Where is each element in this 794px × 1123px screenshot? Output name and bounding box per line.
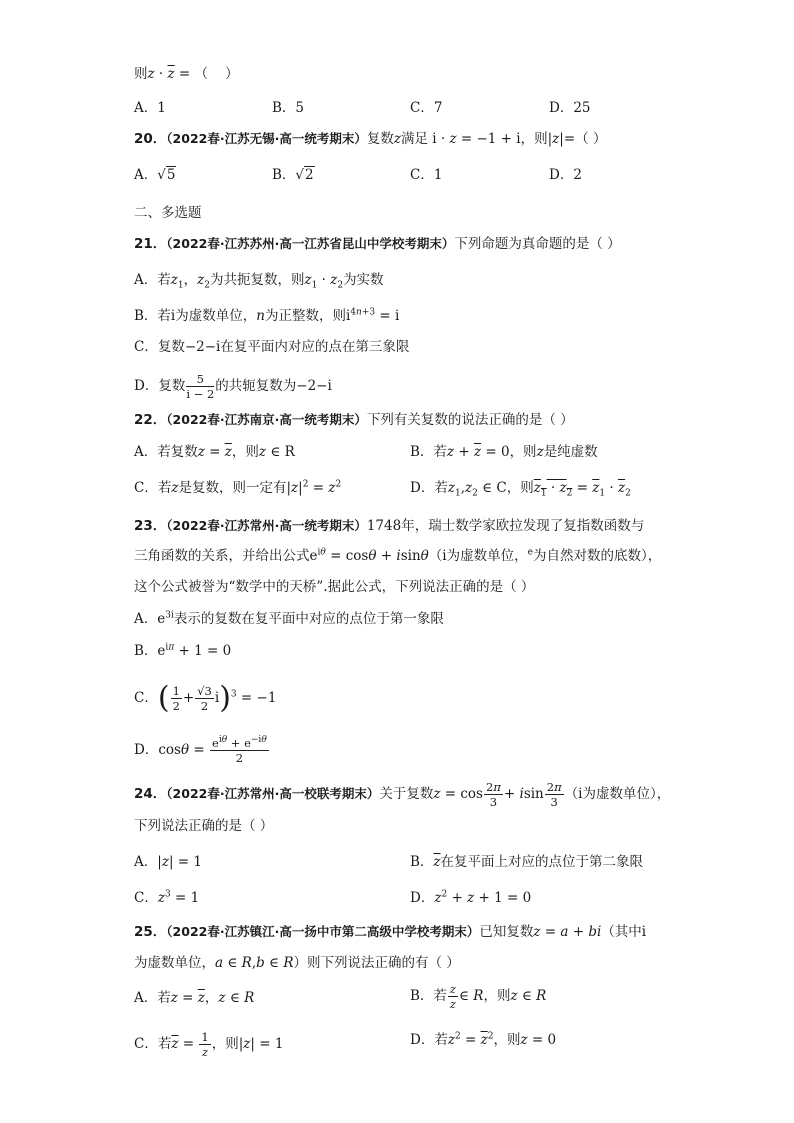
q24-option-b: B．$\overline{z}$在复平面上对应的点位于第二象限 xyxy=(410,854,644,870)
option-label: C． xyxy=(134,690,158,706)
q24-option-a: A．|z| = 1 xyxy=(134,854,202,870)
option-text: 是纯虚数 xyxy=(543,444,598,460)
q22-stem xyxy=(134,410,574,430)
q23-stem-line1 xyxy=(134,516,644,536)
option-label: D． xyxy=(134,742,159,758)
q19-option-b: B．5 xyxy=(272,100,305,116)
stem-text: 下列有关复数的说法正确的是（ ） xyxy=(366,412,574,428)
question-source: （2022春·江苏镇江·高一扬中市第二高级中学校考期末） xyxy=(166,924,480,939)
q25-option-d: D．若$z^2 = \overline{z}^2$，则z = 0 xyxy=(410,1031,557,1048)
q24-option-d: D．$z^2 + z + 1 = 0$ xyxy=(410,889,532,906)
q25-stem: 25．（2022春·江苏镇江·高一扬中市第二高级中学校考期末）已知复数z = a + bi（其中i xyxy=(134,924,647,940)
q19-option-a: A．1 xyxy=(134,100,166,116)
question-number: 20． xyxy=(134,131,167,147)
option-label: C． xyxy=(134,890,158,906)
option-text: ，则 xyxy=(509,444,537,460)
option-label: A． xyxy=(134,167,158,183)
question-number: 21． xyxy=(134,236,167,252)
option-label: A． xyxy=(134,854,158,870)
stem-text: （ ） xyxy=(575,131,607,147)
option-text: ，则 xyxy=(231,444,259,460)
q22-option-b: B．若$z + \overline{z} = 0$，则z是纯虚数 xyxy=(410,444,598,460)
question-number: 23． xyxy=(134,518,167,534)
q21-option-a: A．若$z_1$，$z_2$为共扼复数，则$z_1 \cdot z_2$为实数 xyxy=(134,272,384,291)
option-text: 为正整数，则 xyxy=(264,308,346,324)
q23-stem-line3: 这个公式被誉为“数学中的天桥”.据此公式，下列说法正确的是（ ） xyxy=(134,579,535,595)
q25-option-b: B．若 $\frac{z}{z}$ ∈ R，则z ∈ R xyxy=(410,982,547,1011)
stem-text: 为虚数单位， xyxy=(134,955,215,971)
option-label: B． xyxy=(134,643,158,659)
question-number: 24． xyxy=(134,786,167,802)
stem-text: （i为虚数单位）， xyxy=(564,786,671,802)
q21-option-b: B．若i为虚数单位，n为正整数，则$i^{4n+3} = i$ xyxy=(134,307,400,324)
option-text: ，则 xyxy=(506,480,534,496)
q24-stem-line2: 下列说法正确的是（ ） xyxy=(134,818,274,834)
option-text: 为共扼复数，则 xyxy=(209,272,305,288)
stem-text: 已知复数 xyxy=(479,924,534,940)
stem-text: （i为虚数单位， xyxy=(428,548,528,564)
question-number: 25． xyxy=(134,924,167,940)
q20-option-b: B．√2 xyxy=(272,167,314,183)
option-label: C．若 xyxy=(134,480,172,496)
stem-text: ）则下列说法正确的有（ ） xyxy=(293,955,460,971)
option-label: A．若复数 xyxy=(134,444,198,460)
q21-option-c: C．复数−2−i在复平面内对应的点在第三象限 xyxy=(134,339,410,355)
q19-option-d: D．25 xyxy=(549,100,591,116)
option-text: ， xyxy=(183,272,198,288)
q20-option-c: C．1 xyxy=(410,167,443,183)
question-source: （2022春·江苏苏州·高一江苏省昆山中学校考期末） xyxy=(166,236,455,251)
option-label: A．若 xyxy=(134,990,171,1006)
section-title: 二、多选题 xyxy=(134,205,202,221)
stem-text: ，则 xyxy=(520,131,548,147)
option-label: D．复数 xyxy=(134,378,186,394)
option-label: D． xyxy=(410,890,435,906)
q20-option-d: D．2 xyxy=(549,167,582,183)
q21-stem xyxy=(134,234,621,254)
stem-text: 1748年，瑞士数学家欧拉发现了复指数函数与 xyxy=(366,518,645,534)
q19-option-c: C．7 xyxy=(410,100,443,116)
option-label: D．若 xyxy=(410,1032,448,1048)
option-label: B． xyxy=(410,854,434,870)
option-text: 是复数，则一定有 xyxy=(178,480,287,496)
q24-option-c: C．$z^3 = 1$ xyxy=(134,889,200,906)
stem-text: 复数 xyxy=(366,131,394,147)
option-label: B． xyxy=(272,167,296,183)
option-label: D．若 xyxy=(410,480,448,496)
option-text: 在复平面上对应的点位于第二象限 xyxy=(440,854,644,870)
stem-text: 三角函数的关系，并给出公式 xyxy=(134,548,310,564)
question-source: （2022春·江苏无锡·高一统考期末） xyxy=(166,131,367,146)
q21-option-d: D．复数 $\frac{5}{i - 2}$ 的共轭复数为−2−i xyxy=(134,372,332,401)
stem-text: （其中i xyxy=(601,924,647,940)
q22-option-a: A．若复数$z = \overline{z}$，则z ∈ R xyxy=(134,444,295,460)
q25-option-a: A．若$z = \overline{z}$，z ∈ R xyxy=(134,990,255,1006)
question-source: （2022春·江苏常州·高一校联考期末） xyxy=(166,786,380,801)
q20-option-a: A．√5 xyxy=(134,167,176,183)
option-label: A． xyxy=(134,611,158,627)
q23-option-d: D．cosθ = $\frac{e^{i\theta} + e^{-i\theta}}{2}$ xyxy=(134,735,267,765)
question-number: 22． xyxy=(134,412,167,428)
q25-stem-line2: 为虚数单位，a ∈ R,b ∈ R）则下列说法正确的有（ ） xyxy=(134,955,460,971)
option-label: C．若 xyxy=(134,1036,172,1052)
q23-stem-line2: 三角函数的关系，并给出公式$e^{i\theta} = \cos\theta + isin\theta(i$为虚数单位，$^e$为自然对数的底数）， xyxy=(134,547,662,564)
option-label: A．若 xyxy=(134,272,171,288)
q22-option-d: D．若$z_1,z_2$ ∈ C，则$z_1 \cdot z_2 = \overline{z}_1 \cdot \overline{z}_2$ xyxy=(410,480,631,499)
q23-option-c: C．( $\frac{1}{2}$ + $\frac{√3}{2}$ i)$^3$ = −1 xyxy=(134,680,277,716)
stem-text: 满足 xyxy=(400,131,428,147)
q23-option-a: A．$e^{3i}$表示的复数在复平面中对应的点位于第一象限 xyxy=(134,610,444,627)
stem-text: 为自然对数的底数）， xyxy=(532,548,662,564)
option-text: 为实数 xyxy=(343,272,384,288)
question-source: （2022春·江苏南京·高一统考期末） xyxy=(166,412,367,427)
option-text: 的共轭复数为−2−i xyxy=(215,378,332,394)
question-source: （2022春·江苏常州·高一统考期末） xyxy=(166,518,367,533)
option-text: 表示的复数在复平面中对应的点位于第一象限 xyxy=(173,611,444,627)
q23-option-b: B．$e^{i\pi} + 1 = 0$ xyxy=(134,642,232,659)
option-label: B．若 xyxy=(410,988,447,1004)
stem-text: 下列命题为真命题的是（ ） xyxy=(454,236,621,252)
option-label: B．若i为虚数单位， xyxy=(134,308,257,324)
q20-stem: 20．（2022春·江苏无锡·高一统考期末）复数z满足 i · z = −1 + i，则|z|=（ ） xyxy=(134,131,607,147)
q19-stem-tail: 则$z \cdot \overline{z}$ = （ ） xyxy=(134,66,239,82)
q22-option-c: C．若z是复数，则一定有$|z|^2 = z^2$ xyxy=(134,479,342,496)
q25-option-c: C．若$\overline{z}$ = $\frac{1}{z}$ ，则|z| = 1 xyxy=(134,1030,284,1059)
q24-stem: 24．（2022春·江苏常州·高一校联考期末）关于复数z = cos $\frac{2\pi}{3}$ + isin $\frac{2\pi}{3}$ （i为虚数单位）， xyxy=(134,780,671,809)
option-label: B．若 xyxy=(410,444,447,460)
stem-text: 关于复数 xyxy=(379,786,434,802)
